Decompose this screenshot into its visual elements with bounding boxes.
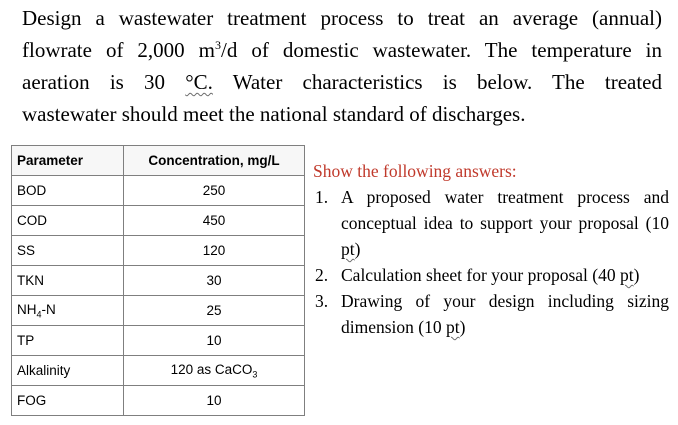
list-item — [313, 262, 669, 288]
cubic-superscript: 3 — [215, 38, 222, 52]
param-subscript: 4 — [36, 309, 42, 320]
intro-line-4: wastewater should meet the national standard of discharges. — [22, 102, 526, 126]
param-cell: FOG — [12, 386, 124, 416]
table-row — [12, 176, 305, 206]
item-text-end: ) — [633, 265, 640, 285]
table-row — [12, 206, 305, 236]
points-unit: pt — [341, 239, 355, 259]
table-row — [12, 266, 305, 296]
intro-line-3-start: aeration is 30 — [22, 70, 186, 94]
param-cell: Alkalinity — [12, 356, 124, 386]
value-cell: 250 — [124, 176, 305, 206]
temperature-unit: °C. — [185, 70, 213, 94]
answers-section — [313, 158, 669, 340]
value-cell: 30 — [124, 266, 305, 296]
intro-line-2-end: /d of domestic wastewater. The temperature in — [221, 38, 663, 62]
item-text-end: ) — [354, 239, 361, 259]
points-unit: pt — [619, 265, 634, 285]
item-text: Calculation sheet for your proposal (40 — [341, 265, 620, 285]
list-item — [313, 288, 669, 340]
table-row — [12, 236, 305, 266]
table-row — [12, 356, 305, 386]
table-row — [12, 386, 305, 416]
param-cell: BOD — [12, 176, 124, 206]
item-text: A proposed water treatment process and conceptual idea to support your proposal (10 — [341, 187, 669, 233]
param-cell: SS — [12, 236, 124, 266]
value-cell: 10 — [124, 326, 305, 356]
value-cell: 450 — [124, 206, 305, 236]
table-row — [12, 326, 305, 356]
item-number: 2. — [315, 265, 329, 285]
param-cell — [12, 296, 124, 326]
item-number: 1. — [315, 187, 329, 207]
item-number: 3. — [315, 291, 329, 311]
intro-line-3-end: Water characteristics is below. The treated — [212, 70, 662, 94]
intro-line-2 — [22, 34, 662, 66]
answers-list — [313, 184, 669, 340]
value-cell: 25 — [124, 296, 305, 326]
param-cell: COD — [12, 206, 124, 236]
value-cell: 10 — [124, 386, 305, 416]
item-text-end: ) — [459, 317, 466, 337]
header-parameter: Parameter — [12, 146, 124, 176]
list-item — [313, 184, 669, 262]
intro-line-3 — [22, 66, 662, 98]
water-characteristics-table — [11, 145, 305, 416]
problem-statement — [22, 2, 662, 130]
param-cell: TKN — [12, 266, 124, 296]
points-unit: pt — [446, 317, 460, 337]
param-cell: TP — [12, 326, 124, 356]
value-cell — [124, 356, 305, 386]
item-text: Drawing of your design including sizing dimension (10 — [341, 291, 669, 337]
header-concentration: Concentration, mg/L — [124, 146, 305, 176]
table-row — [12, 296, 305, 326]
intro-line-2-start: flowrate of 2,000 m — [22, 38, 216, 62]
param-tail: -N — [41, 301, 56, 317]
answers-heading: Show the following answers: — [313, 161, 517, 181]
value-main: 120 as CaCO — [170, 361, 253, 377]
value-cell: 120 — [124, 236, 305, 266]
param-main: NH — [17, 301, 37, 317]
intro-line-1: Design a wastewater treatment process to treat an average (annual) — [22, 6, 662, 30]
value-subscript: 3 — [252, 369, 258, 380]
table-header-row — [12, 146, 305, 176]
